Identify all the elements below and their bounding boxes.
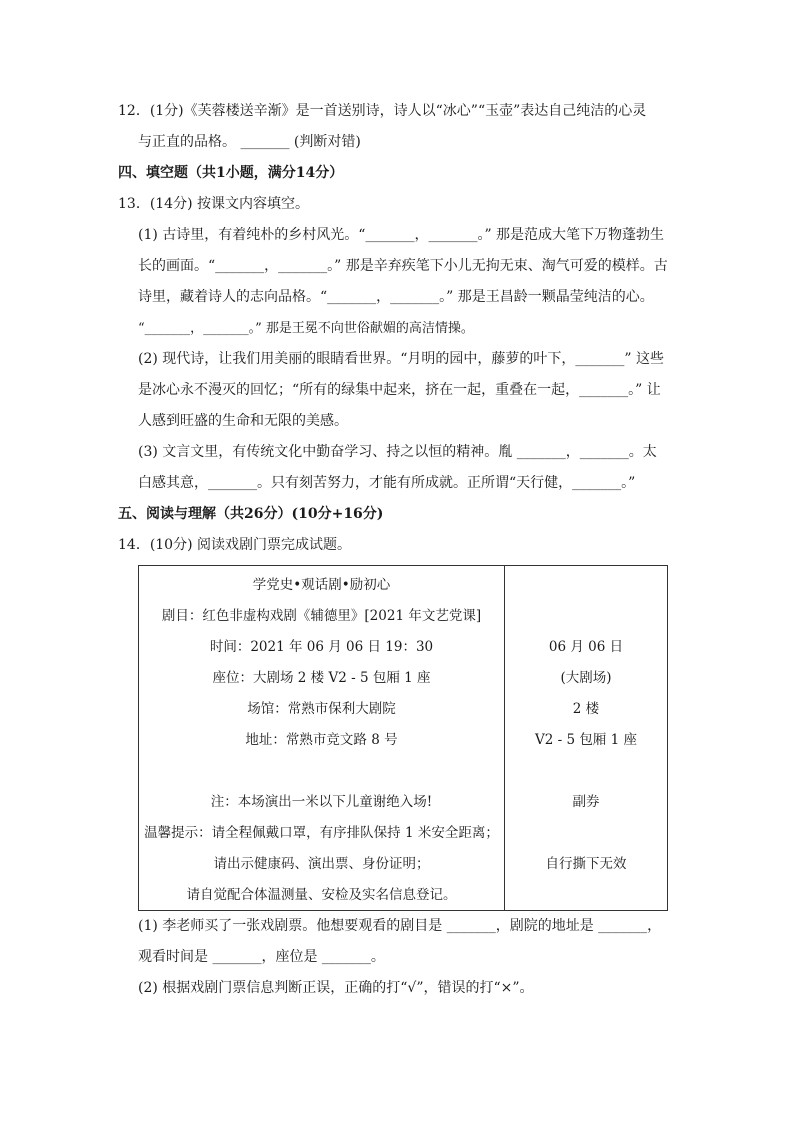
q13-p3-line-2: 白感其意，_______。只有刻苦努力，才能有所成就。正所谓“天行健，_______。”	[138, 475, 636, 491]
stub-venue: (大剧场)	[560, 670, 612, 686]
ticket-program: 剧目：红色非虚构戏剧《辅德里》[2021 年文艺党课]	[161, 608, 482, 624]
ticket-tip-2: 请出示健康码、演出票、身份证明；	[213, 856, 430, 872]
section-4-heading: 四、填空题（共1小题，满分14分）	[118, 165, 344, 181]
stub-seat: V2 - 5 包厢 1 座	[534, 732, 638, 748]
q14-stem: 14．(10分) 阅读戏剧门票完成试题。	[118, 537, 352, 553]
stub-note: 自行撕下无效	[545, 856, 627, 872]
ticket-stub-section	[505, 566, 667, 910]
ticket-time: 时间：2021 年 06 月 06 日 19：30	[209, 639, 434, 655]
stub-type: 副券	[572, 794, 600, 810]
section-5-heading: 五、阅读与理解（共26分）(10分+16分)	[118, 506, 384, 522]
q12-line-1: 12．(1分)《芙蓉楼送辛渐》是一首送别诗，诗人以“冰心”“玉壶”表达自己纯洁的心灵	[118, 103, 647, 119]
q12-line-2: 与正直的品格。 _______ (判断对错)	[138, 134, 361, 150]
q13-p2-line-3: 人感到旺盛的生命和无限的美感。	[138, 413, 348, 429]
ticket-main-section	[139, 566, 505, 910]
q13-p1-line-1: (1) 古诗里，有着纯朴的乡村风光。“_______，_______。” 那是范成大笔下万物蓬勃生	[138, 227, 665, 243]
q13-p3-line-1: (3) 文言文里，有传统文化中勤奋学习、持之以恒的精神。胤 _______，_______。太	[138, 444, 657, 460]
q13-p1-line-4: “_______，_______。” 那是王冕不向世俗献媚的高洁情操。	[138, 321, 474, 336]
exam-page	[118, 96, 688, 1004]
stub-floor: 2 楼	[572, 701, 600, 717]
ticket-tip-3: 请自觉配合体温测量、安检及实名信息登记。	[186, 887, 457, 903]
drama-ticket	[138, 565, 668, 911]
ticket-tip-1: 温馨提示：请全程佩戴口罩，有序排队保持 1 米安全距离；	[144, 825, 499, 841]
ticket-notice: 注：本场演出一米以下儿童谢绝入场!	[210, 794, 433, 810]
q13-p2-line-1: (2) 现代诗，让我们用美丽的眼睛看世界。“月明的园中，藤萝的叶下，_______” 这些	[138, 351, 665, 367]
q13-p2-line-2: 是冰心永不漫灭的回忆；“所有的绿集中起来，挤在一起，重叠在一起，_______。” 让	[138, 382, 661, 398]
ticket-address: 地址：常熟市竞文路 8 号	[245, 732, 398, 748]
ticket-seat: 座位：大剧场 2 楼 V2 - 5 包厢 1 座	[212, 670, 431, 686]
q13-p1-line-3: 诗里，藏着诗人的志向品格。“_______，_______。” 那是王昌龄一颗晶莹纯洁的心。	[138, 289, 654, 305]
ticket-venue: 场馆：常熟市保利大剧院	[247, 701, 396, 717]
q14-sub1-line-1: (1) 李老师买了一张戏剧票。他想要观看的剧目是 _______，剧院的地址是 _______，	[138, 918, 662, 934]
q14-sub2: (2) 根据戏剧门票信息判断正误，正确的打“√”，错误的打“×”。	[138, 980, 534, 996]
ticket-slogan: 学党史•观话剧•励初心	[252, 577, 391, 593]
stub-date: 06 月 06 日	[548, 639, 624, 655]
q13-p1-line-2: 长的画面。“_______，_______。” 那是辛弃疾笔下小儿无拘无束、淘气可爱的模样。古	[138, 258, 668, 274]
q14-sub1-line-2: 观看时间是 _______，座位是 _______。	[138, 949, 385, 965]
q13-stem: 13．(14分) 按课文内容填空。	[118, 196, 310, 212]
ticket-spacer	[139, 756, 504, 787]
